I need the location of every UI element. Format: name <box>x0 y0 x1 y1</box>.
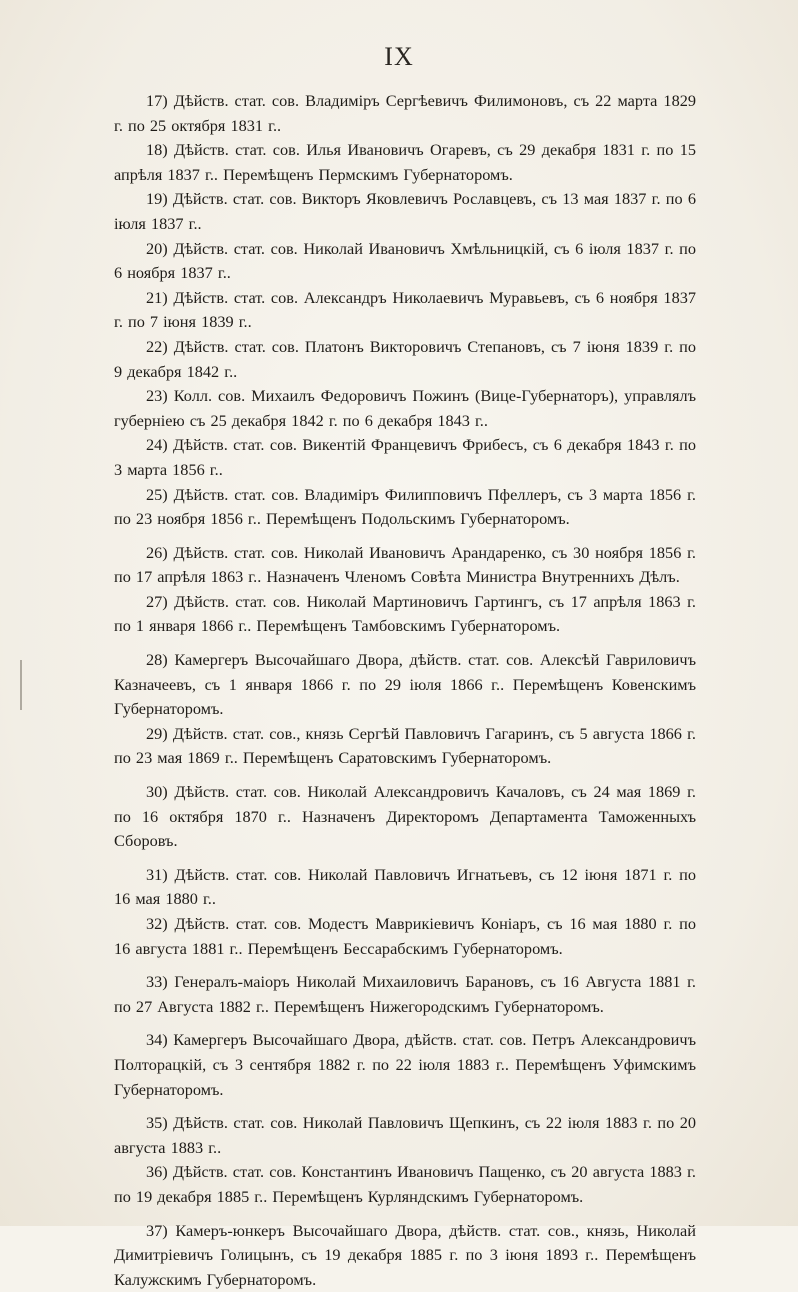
list-item: 31) Дѣйств. стат. сов. Николай Павловичъ Игнатьевъ, съ 12 іюня 1871 г. по 16 мая 1880 г.. <box>114 864 696 909</box>
list-item: 35) Дѣйств. стат. сов. Николай Павловичъ Щепкинъ, съ 22 іюля 1883 г. по 20 августа 1883 г.. <box>114 1113 696 1157</box>
list-item: 34) Камергеръ Высочайшаго Двора, дѣйств. стат. сов. Петръ Александровичъ Полторацкій, съ 3 сентября 1882 г. по 22 іюля 1883 г.. Перемѣщенъ Уфимскимъ Губернаторомъ. <box>114 1030 696 1099</box>
list-item: 22) Дѣйств. стат. сов. Платонъ Викторовичъ Степановъ, съ 7 іюня 1839 г. по 9 декабря 1842 г.. <box>114 336 696 381</box>
list-item: 19) Дѣйств. стат. сов. Викторъ Яковлевичъ Рославцевъ, съ 13 мая 1837 г. по 6 іюля 1837 г.. <box>114 189 696 233</box>
list-item: 27) Дѣйств. стат. сов. Николай Мартиновичъ Гартингъ, съ 17 апрѣля 1863 г. по 1 января 1866 г.. Перемѣщенъ Тамбовскимъ Губернаторомъ. <box>114 591 696 636</box>
list-item: 33) Генералъ-маіоръ Николай Михаиловичъ Барановъ, съ 16 Августа 1881 г. по 27 Августа 1882 г.. Перемѣщенъ Нижегородскимъ Губернаторомъ. <box>114 972 696 1016</box>
list-item: 37) Камеръ-юнкеръ Высочайшаго Двора, дѣйств. стат. сов., князь, Николай Димитріевичъ Голицынъ, съ 19 декабря 1885 г. по 3 іюня 1893 г.. Перемѣщенъ Калужскимъ Губернаторомъ. <box>114 1220 696 1289</box>
list-item: 25) Дѣйств. стат. сов. Владиміръ Филипповичъ Пфеллеръ, съ 3 марта 1856 г. по 23 ноября 1856 г.. Перемѣщенъ Подольскимъ Губернаторомъ. <box>114 484 696 529</box>
list-item: 24) Дѣйств. стат. сов. Викентій Францевичъ Фрибесъ, съ 6 декабря 1843 г. по 3 марта 1856 г.. <box>114 435 696 479</box>
page-edge-mark <box>20 660 22 710</box>
list-item: 29) Дѣйств. стат. сов., князь Сергѣй Павловичъ Гагаринъ, съ 5 августа 1866 г. по 23 мая 1869 г.. Перемѣщенъ Саратовскимъ Губернаторомъ. <box>114 723 696 768</box>
governor-list <box>114 89 696 1292</box>
list-item: 36) Дѣйств. стат. сов. Константинъ Ивановичъ Пащенко, съ 20 августа 1883 г. по 19 декабря 1885 г.. Перемѣщенъ Курляндскимъ Губернаторомъ. <box>114 1162 696 1206</box>
list-item: 26) Дѣйств. стат. сов. Николай Ивановичъ Арандаренко, съ 30 ноября 1856 г. по 17 апрѣля 1863 г.. Назначенъ Членомъ Совѣта Министра Внутреннихъ Дѣлъ. <box>114 542 696 587</box>
page-number: IX <box>384 42 414 71</box>
list-item: 17) Дѣйств. стат. сов. Владиміръ Сергѣевичъ Филимоновъ, съ 22 марта 1829 г. по 25 октября 1831 г.. <box>114 91 696 135</box>
list-item: 23) Колл. сов. Михаилъ Федоровичъ Пожинъ (Вице-Губернаторъ), управлялъ губерніею съ 25 декабря 1842 г. по 6 декабря 1843 г.. <box>114 386 696 430</box>
list-item: 18) Дѣйств. стат. сов. Илья Ивановичъ Огаревъ, съ 29 декабря 1831 г. по 15 апрѣля 1837 г.. Перемѣщенъ Пермскимъ Губернаторомъ. <box>114 140 696 184</box>
list-item: 28) Камергеръ Высочайшаго Двора, дѣйств. стат. сов. Алексѣй Гавриловичъ Казначеевъ, съ 1 января 1866 г. по 29 іюля 1866 г.. Перемѣщенъ Ковенскимъ Губернаторомъ. <box>114 650 696 719</box>
list-item: 20) Дѣйств. стат. сов. Николай Ивановичъ Хмѣльницкій, съ 6 іюля 1837 г. по 6 ноября 1837 г.. <box>114 238 696 283</box>
list-item: 32) Дѣйств. стат. сов. Модестъ Маврикіевичъ Коніаръ, съ 16 мая 1880 г. по 16 августа 1881 г.. Перемѣщенъ Бессарабскимъ Губернаторомъ. <box>114 914 696 958</box>
list-item: 30) Дѣйств. стат. сов. Николай Александровичъ Качаловъ, съ 24 мая 1869 г. по 16 октября 1870 г.. Назначенъ Директоромъ Департамента Таможенныхъ Сборовъ. <box>114 782 696 851</box>
list-item: 21) Дѣйств. стат. сов. Александръ Николаевичъ Муравьевъ, съ 6 ноября 1837 г. по 7 іюня 1839 г.. <box>114 287 696 332</box>
